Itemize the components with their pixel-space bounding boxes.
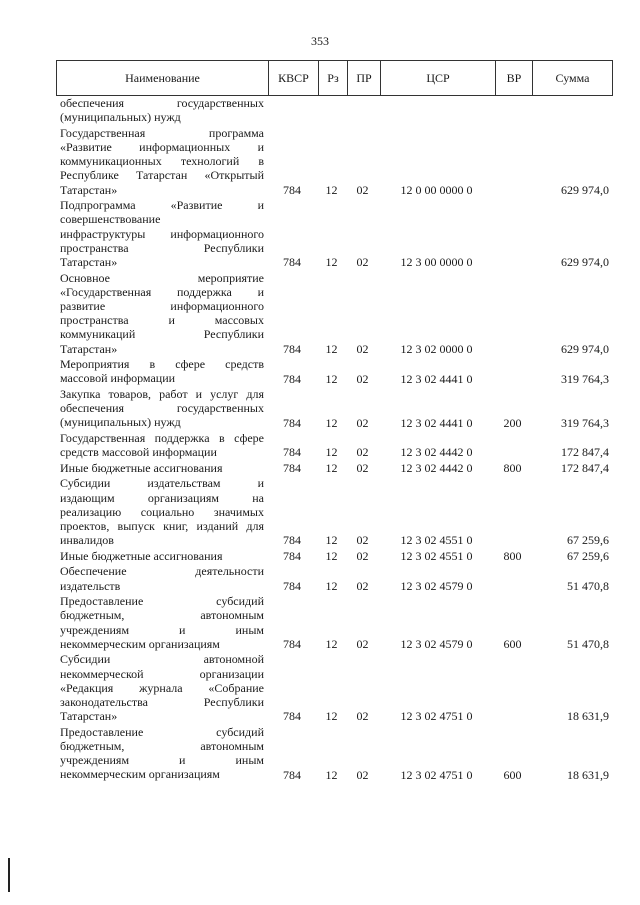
cell-rz: 12: [325, 415, 338, 430]
header-csr: ЦСР: [380, 61, 495, 95]
row-name: [60, 461, 264, 475]
cell-rz: 12: [325, 371, 338, 386]
cell-csr: 12 3 02 4551 0: [400, 533, 473, 548]
row-name-line: пространства и массовых: [60, 313, 264, 328]
table-row: [56, 594, 613, 651]
cell-kvsr: 784: [283, 548, 301, 563]
row-name-line: некоммерческим организациям: [60, 767, 220, 782]
header-vr: ВР: [495, 61, 532, 95]
row-name-line: совершенствование: [60, 212, 161, 227]
cell-sum: 51 470,8: [567, 636, 609, 651]
row-name-line: «Государственная поддержка и: [60, 284, 264, 299]
header-pr: ПР: [347, 61, 380, 95]
row-name-line: Подпрограмма «Развитие и: [60, 198, 264, 213]
cell-pr: 02: [356, 445, 369, 460]
row-name-line: Татарстан»: [60, 254, 118, 269]
row-name-line: учреждениям и иным: [60, 622, 264, 637]
cell-sum: 67 259,6: [567, 533, 609, 548]
row-name: [60, 271, 264, 356]
row-name-line: Республике Татарстан «Открытый: [60, 168, 264, 183]
cell-kvsr: 784: [283, 709, 301, 724]
cell-csr: 12 3 02 4751 0: [400, 767, 473, 782]
row-name-line: «Редакция журнала «Собрание: [60, 680, 264, 695]
header-kvsr: КВСР: [268, 61, 318, 95]
cell-kvsr: 784: [283, 182, 301, 197]
row-name-line: Предоставление субсидий: [60, 724, 264, 739]
row-name: [60, 431, 264, 459]
row-name-line: массовой информации: [60, 371, 176, 386]
row-name-line: коммуникаций Республики: [60, 327, 264, 342]
cell-kvsr: 784: [283, 371, 301, 386]
row-name-line: средств массовой информации: [60, 445, 217, 460]
table-row: [56, 564, 613, 592]
cell-csr: 12 3 02 4551 0: [400, 548, 473, 563]
cell-sum: 18 631,9: [567, 709, 609, 724]
row-name-line: Татарстан»: [60, 182, 118, 197]
table-row: [56, 725, 613, 782]
cell-sum: 629 974,0: [561, 182, 609, 197]
table-row: [56, 431, 613, 459]
cell-csr: 12 3 02 4579 0: [400, 636, 473, 651]
cell-pr: 02: [356, 548, 369, 563]
row-name: [60, 594, 264, 651]
cell-vr: 600: [503, 767, 522, 782]
header-name: Наименование: [125, 70, 200, 85]
cell-vr: 800: [503, 548, 522, 563]
row-name-line: учреждениям и иным: [60, 753, 264, 768]
row-name: [60, 387, 264, 430]
cell-pr: 02: [356, 371, 369, 386]
row-name: [60, 549, 264, 563]
page-number: 353: [311, 34, 329, 48]
row-name-line: Иные бюджетные ассигнования: [60, 548, 223, 563]
cell-pr: 02: [356, 460, 369, 475]
row-name-line: Субсидии издательствам и: [60, 476, 264, 491]
row-name-line: законодательства Республики: [60, 694, 264, 709]
cell-kvsr: 784: [283, 415, 301, 430]
cell-pr: 02: [356, 341, 369, 356]
table-row: [56, 126, 613, 197]
row-name-line: некоммерческим организациям: [60, 636, 220, 651]
row-name-line: некоммерческой организации: [60, 666, 264, 681]
cell-kvsr: 784: [283, 578, 301, 593]
row-name-line: издательств: [60, 578, 121, 593]
cell-kvsr: 784: [283, 341, 301, 356]
table-row: [56, 461, 613, 475]
cell-rz: 12: [325, 548, 338, 563]
cell-rz: 12: [325, 255, 338, 270]
row-name-line: Мероприятия в сфере средств: [60, 357, 264, 372]
cell-pr: 02: [356, 636, 369, 651]
cell-csr: 12 3 00 0000 0: [400, 255, 473, 270]
cell-rz: 12: [325, 636, 338, 651]
cell-rz: 12: [325, 578, 338, 593]
row-name: [60, 564, 264, 592]
cell-sum: 629 974,0: [561, 255, 609, 270]
row-name-line: инфраструктуры информационного: [60, 226, 264, 241]
cell-vr: 600: [503, 636, 522, 651]
table-row: [56, 198, 613, 269]
cell-sum: 172 847,4: [561, 445, 609, 460]
cell-rz: 12: [325, 533, 338, 548]
cell-pr: 02: [356, 255, 369, 270]
cell-csr: 12 3 02 4442 0: [400, 445, 473, 460]
cell-csr: 12 3 02 0000 0: [400, 341, 473, 356]
cell-csr: 12 3 02 4441 0: [400, 415, 473, 430]
header-sum: Сумма: [532, 61, 612, 95]
header-rz: Рз: [318, 61, 347, 95]
row-name-line: Предоставление субсидий: [60, 594, 264, 609]
cell-kvsr: 784: [283, 636, 301, 651]
table-row: [56, 96, 613, 124]
row-name-line: Иные бюджетные ассигнования: [60, 460, 223, 475]
row-name: [60, 198, 264, 269]
cell-sum: 67 259,6: [567, 548, 609, 563]
cell-sum: 319 764,3: [561, 415, 609, 430]
row-name: [60, 476, 264, 547]
row-name-line: (муниципальных) нужд: [60, 415, 181, 430]
cell-csr: 12 3 02 4751 0: [400, 709, 473, 724]
cell-rz: 12: [325, 341, 338, 356]
row-name: [60, 652, 264, 723]
cell-pr: 02: [356, 578, 369, 593]
row-name-line: Основное мероприятие: [60, 270, 264, 285]
row-name-line: коммуникационных технологий в: [60, 154, 264, 169]
cell-kvsr: 784: [283, 767, 301, 782]
cell-sum: 18 631,9: [567, 767, 609, 782]
row-name-line: Татарстан»: [60, 709, 118, 724]
cell-sum: 51 470,8: [567, 578, 609, 593]
row-name: [60, 126, 264, 197]
row-name-line: обеспечения государственных: [60, 96, 264, 110]
row-name-line: Субсидии автономной: [60, 652, 264, 667]
cell-rz: 12: [325, 182, 338, 197]
cell-pr: 02: [356, 182, 369, 197]
cell-kvsr: 784: [283, 445, 301, 460]
cell-rz: 12: [325, 709, 338, 724]
row-name-line: реализацию социально значимых: [60, 504, 264, 519]
row-name-line: развитие информационного: [60, 298, 264, 313]
cell-rz: 12: [325, 460, 338, 475]
row-name-line: Обеспечение деятельности: [60, 564, 264, 579]
cell-kvsr: 784: [283, 533, 301, 548]
table-row: [56, 357, 613, 385]
row-name-line: Татарстан»: [60, 341, 118, 356]
row-name-line: пространства Республики: [60, 240, 264, 255]
cell-pr: 02: [356, 533, 369, 548]
row-name-line: (муниципальных) нужд: [60, 110, 181, 125]
cell-pr: 02: [356, 767, 369, 782]
row-name: [60, 96, 264, 124]
cell-sum: 319 764,3: [561, 371, 609, 386]
row-name-line: инвалидов: [60, 533, 114, 548]
cell-csr: 12 0 00 0000 0: [400, 182, 473, 197]
margin-mark: [8, 858, 10, 892]
row-name-line: Закупка товаров, работ и услуг для: [60, 387, 264, 401]
row-name-line: бюджетным, автономным: [60, 738, 264, 753]
table-row: [56, 387, 613, 430]
row-name-line: Государственная программа: [60, 125, 264, 140]
table-row: [56, 476, 613, 547]
cell-vr: 800: [503, 460, 522, 475]
row-name-line: бюджетным, автономным: [60, 608, 264, 623]
table-row: [56, 652, 613, 723]
cell-kvsr: 784: [283, 255, 301, 270]
table-header: [56, 60, 613, 96]
row-name-line: «Развитие информационных и: [60, 139, 264, 154]
cell-rz: 12: [325, 767, 338, 782]
cell-csr: 12 3 02 4441 0: [400, 371, 473, 386]
cell-kvsr: 784: [283, 460, 301, 475]
cell-sum: 172 847,4: [561, 460, 609, 475]
row-name-line: проектов, выпуск книг, изданий для: [60, 518, 264, 533]
row-name: [60, 725, 264, 782]
cell-csr: 12 3 02 4579 0: [400, 578, 473, 593]
cell-pr: 02: [356, 709, 369, 724]
row-name: [60, 357, 264, 385]
row-name-line: Государственная поддержка в сфере: [60, 431, 264, 445]
row-name-line: издающим организациям на: [60, 490, 264, 505]
cell-rz: 12: [325, 445, 338, 460]
table-row: [56, 549, 613, 563]
row-name-line: обеспечения государственных: [60, 401, 264, 416]
cell-csr: 12 3 02 4442 0: [400, 460, 473, 475]
table-row: [56, 271, 613, 356]
cell-sum: 629 974,0: [561, 341, 609, 356]
cell-pr: 02: [356, 415, 369, 430]
cell-vr: 200: [503, 415, 522, 430]
